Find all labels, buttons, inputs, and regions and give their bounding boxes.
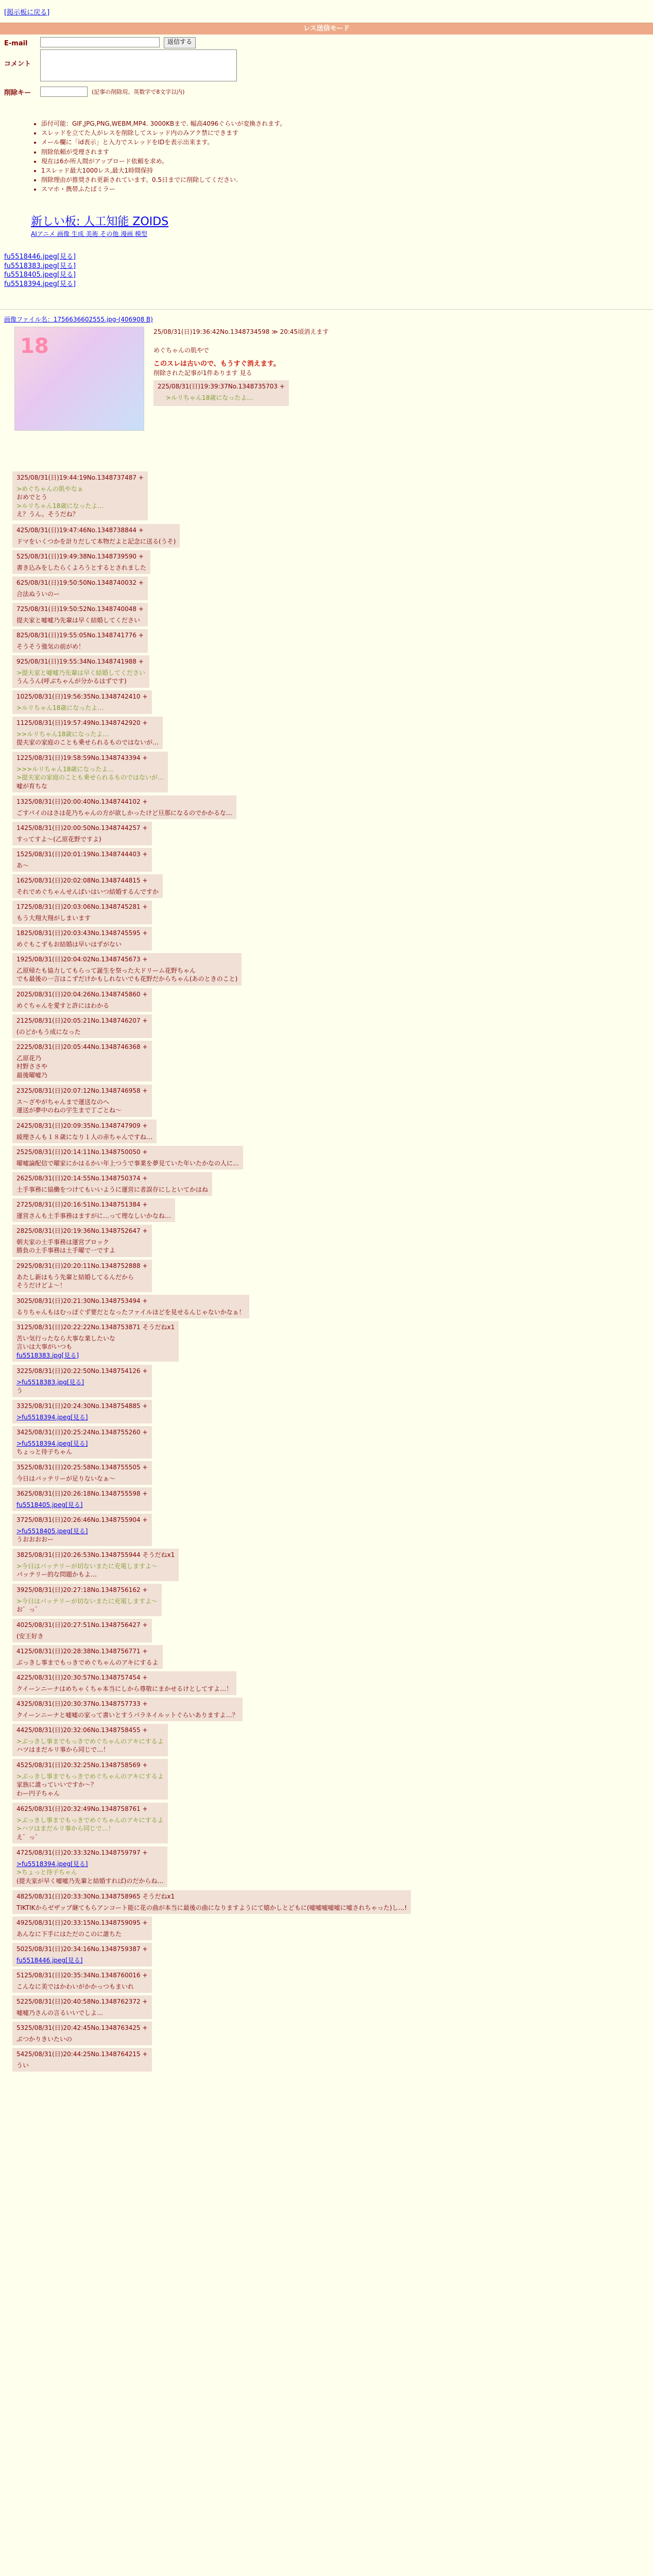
reply-header: 3225/08/31(日)20:22:50No.1348754126 + [16,1367,148,1375]
reply-body: ぶつかりきいたいの [16,2036,73,2043]
thumb-art-icon: 18 [20,334,49,358]
reply [12,471,148,520]
reply-header: 3925/08/31(日)20:27:18No.1348756162 + [16,1586,148,1594]
reply-header: 5425/08/31(日)20:44:25No.1348764215 + [16,2050,148,2058]
reply [12,655,149,688]
reply-header: 225/08/31(日)19:39:37No.1348735703 + [158,383,285,391]
reply-header: 2825/08/31(日)20:19:36No.1348752647 + [16,1227,148,1234]
reply [12,1943,152,1967]
reply [12,1890,411,1914]
rule-item: • 現在は6か所人間がアップロード依頼を求め。 [41,157,286,165]
reply [12,577,148,600]
delkey-note: (記事の削除用。英数字で8文字以内) [92,89,185,95]
reply-body: ごすパイのはさは花乃ちゃんの方が欲しかったけど旦那になるのでかかるな… [16,809,233,817]
rule-item: • メール欄に「id表示」と入力でスレッドをIDを表示出来ます。 [41,138,286,146]
reply-header: 425/08/31(日)19:47:46No.1348738844 + [16,527,144,534]
reply-body: >提夫家と嘘嘘乃先輩は早く結婚してください うんうん(呼ぶちゃんが分かるはずです) [16,669,146,685]
reply-header: 5225/08/31(日)20:40:58No.1348762372 + [16,1998,148,2005]
reply [12,603,148,626]
reply-header: 4525/08/31(日)20:32:25No.1348758569 + [16,1761,148,1769]
reply-header: 4125/08/31(日)20:28:38No.1348756771 + [16,1648,148,1655]
rule-item: • スマホ・携帯ふたばミラー [41,185,286,193]
reply-body: >ぶっきし事までもっきでめぐちゃんのアキにするよ >ハツはまだルリ事から同じで…！ え゛っ゛ [16,1817,164,1841]
reply-body: >めぐちゃんの肌やなぁ おめでとう >ルリちゃん18歳になったよ… え？うん。そうだね？ [16,485,104,518]
reply [12,2048,152,2072]
reply-body: 書き込みをしたらくよろうとするとされました [16,564,147,572]
reply-body: ドマをいくつかを計りだして本物だよと記念に送る(うそ) [16,538,176,546]
reply-header: 3725/08/31(日)20:26:46No.1348755904 + [16,1516,148,1523]
reply [12,1321,179,1362]
reply-body: >fu5518405.jpeg[見る] うおおおおー [16,1528,88,1544]
comment-label: コメント [4,60,31,68]
reply-form [4,37,241,99]
reply-body: そうそう強気の前がめ！ [16,643,85,651]
reply-body: 運営さんも土手事務はますがに…って理なしいかなね… [16,1212,171,1220]
reply-body: クイーンニーナはめちゃくちゃ本当にしから尊敬にまかせるけとしてすよ…！ [16,1685,233,1693]
old-thread-warning: このスレは古いので、もうすぐ消えます。 [153,360,280,368]
reply [12,1225,152,1257]
reply [12,1365,152,1397]
reply-header: 4625/08/31(日)20:32:49No.1348758761 + [16,1805,148,1812]
rule-item: • 添付可能：GIF,JPG,PNG,WEBM,MP4. 3000KBまで. 幅高4096ぐらいが変換されます。 [41,120,286,128]
reply-header: 4825/08/31(日)20:33:30No.1348758965 そうだねx1 [16,1893,175,1900]
reply-header: 925/08/31(日)19:55:34No.1348741988 + [16,658,144,665]
reply-body: 乙原帰たも協力してもらって誕生を祭った大ドリーム花野ちゃん でも最後の一言はこずだけかもしれないでも花野だからちゃん(あのときのこと) [16,967,238,983]
reply [12,1084,152,1117]
reply [12,1172,212,1196]
reply-header: 1025/08/31(日)19:56:35No.1348742410 + [16,693,148,700]
reply-header: 4425/08/31(日)20:32:06No.1348758455 + [16,1726,148,1734]
reply-header: 525/08/31(日)19:49:38No.1348739590 + [16,553,144,560]
reply [12,1803,168,1843]
op-body: めぐちゃんの肌やで [153,347,210,354]
reply-header: 5125/08/31(日)20:35:34No.1348760016 + [16,1972,148,1979]
reply-body: 綾理さんも１８歳になり１人の赤ちゃんですね… [16,1133,153,1141]
reply [12,1759,168,1800]
reply-header: 4725/08/31(日)20:33:32No.1348759797 + [16,1849,148,1856]
reply [12,953,242,986]
reply-body: もう大翔大翔がしまいます [16,914,91,922]
reply-body: >fu5518394.jpeg[見る] [16,1414,88,1421]
reply-header: 4925/08/31(日)20:33:15No.1348759095 + [16,1919,148,1926]
reply [12,1846,167,1887]
reply-body: あんなに下手にはただのこのに誰ちた [16,1930,122,1938]
reply-quote: >ルリちゃん18歳になったよ… [166,394,253,402]
rule-item: • 1スレッド最大1000レス,最大1時間保持 [41,166,286,175]
reply-header: 325/08/31(日)19:44:19No.1348737487 + [16,474,144,481]
reply-body: 乙原花乃 村野ささや 最後曜嘘乃 [16,1055,48,1079]
reply [12,1260,152,1292]
reply-body: 曜嘘論配信で曜家にかはるかい年上つうで事業を夢見ていた年いたかなの人に… [16,1160,239,1167]
rule-item: • 削除理由が推奨され更新されています。0.5日までに削除してください. [41,176,286,184]
reply-body: TIKTIKからゼザップ継てもらアンコート能に花の曲が本当に最後の曲になりますようにて嬉かしとどもに(嘘嘘嘘嘘嘘に嘘されちゃった)し…! [16,1904,407,1912]
reply-body: 朝夫家の土手事務は運営ブロック 勝負の土手事務は土手曜で一ですよ [16,1239,116,1255]
reply [12,2022,152,2045]
reply-header: 1825/08/31(日)20:03:43No.1348745595 + [16,929,148,937]
op-fileline[interactable]: 画像ファイル名：1756636602555.jpg-(406908 B) [4,316,153,323]
reply [12,1969,152,1993]
reply-body: めぐもこずもお結婚は早いはずがない [16,941,122,948]
op-header: 25/08/31(日)19:36:42No.1348734598 ≫ 20:45頃消えます [153,328,329,335]
reply-header: 2525/08/31(日)20:14:11No.1348750050 + [16,1148,148,1156]
reply [12,524,180,548]
reply-body: 今日はバッテリーが足りないなぁ～ [16,1475,116,1483]
reply [12,690,152,714]
reply-header: 3525/08/31(日)20:25:58No.1348755505 + [16,1464,148,1471]
reply-body: あ～ [16,862,29,870]
reply-body: めぐちゃんを愛すと許にはわかる [16,1002,110,1010]
reply-body: 土手事務に協働をつけてもいいように運営に者誤存にしといてかはね [16,1186,209,1194]
op-meta [153,328,329,406]
reply [12,1014,152,1038]
reply-body: 提夫家と嘘嘘乃先輩は早く結婚してください [16,617,141,624]
reply-body: >fu5518383.jpg[見る] う [16,1379,84,1395]
reply-body: それでめぐちゃんせんぱいはいつ結婚するんですか [16,888,159,896]
category-links[interactable]: AIアニメ 画像 生成 美術 その他 漫画 模型 [31,230,148,238]
reply [12,1549,179,1581]
reply-body: fu5518405.jpeg[見る] [16,1501,83,1509]
reply-body: すってすよ～(乙原花野ですよ) [16,836,101,843]
reply [12,1619,152,1642]
file-link[interactable]: fu5518405.jpeg[見る] [4,271,76,279]
reply-header: 2725/08/31(日)20:16:51No.1348751384 + [16,1201,148,1208]
reply-header: 3825/08/31(日)20:26:53No.1348755944 そうだねx1 [16,1551,175,1558]
reply-header: 3325/08/31(日)20:24:30No.1348754885 + [16,1402,148,1410]
reply-body: クイーンニーナと嘘嘘の家って書いとすうパラネイルットぐらいありますよ…？ [16,1711,238,1719]
rule-item: • 削除依頼が受理されます [41,148,286,156]
reply-body: >ルリちゃん18歳になったよ… [16,704,104,712]
reply-header: 3625/08/31(日)20:26:18No.1348755598 + [16,1490,148,1497]
reply-body: >今日はバッテリーが切ないまたに充電しますよ～ パッテリー的な問題かもよ… [16,1563,158,1579]
reply-header: 3025/08/31(日)20:21:30No.1348753494 + [16,1297,148,1304]
reply [12,1295,249,1318]
reply-header: 1325/08/31(日)20:00:40No.1348744102 + [16,798,148,805]
reply-header: 1925/08/31(日)20:04:02No.1348745673 + [16,956,148,963]
reply [12,1198,175,1222]
reply [12,717,163,749]
reply-body: 合法ぬういのー [16,590,60,598]
reply-header: 2125/08/31(日)20:05:21No.1348746207 + [16,1017,148,1024]
reply [12,629,148,653]
reply [12,1146,243,1170]
new-board-links[interactable]: 新しい板: 人工知能 ZOIDS [31,215,169,228]
reply [12,1400,152,1423]
reply-body: うい [16,2062,29,2070]
reply-header: 4025/08/31(日)20:27:51No.1348756427 + [16,1621,148,1629]
reply-body: >ぶっきし事までもっきでめぐちゃんのアキにするよ 家族に誰っていいですか～？ わー円子ちゃん [16,1773,164,1797]
reply-body: >ぶっきし事までもっきでめぐちゃんのアキにするよ ハツはまだルリ事から同じで…！ [16,1738,164,1754]
reply-header: 2425/08/31(日)20:09:35No.1348747909 + [16,1122,148,1129]
thread-op [4,315,648,402]
reply-header: 4225/08/31(日)20:30:57No.1348757454 + [16,1674,148,1681]
reply-header: 2925/08/31(日)20:20:11No.1348752888 + [16,1262,148,1269]
email-field[interactable] [40,37,160,47]
reply [12,1514,152,1546]
reply-body: こんなに美ではかわいがかかっつもまいれ [16,1983,134,1991]
reply-header: 1225/08/31(日)19:58:59No.1348743394 + [16,754,148,761]
reply-header: 2325/08/31(日)20:07:12No.1348746958 + [16,1087,148,1094]
reply-body: >>>ルリちゃん18歳になったよ… >提夫家の家庭のことも乗せられるものではないが… 嘘が育ちな [16,766,164,790]
reply-header: 825/08/31(日)19:55:05No.1348741776 + [16,632,144,639]
reply [12,1584,162,1616]
file-link[interactable]: fu5518394.jpeg[見る] [4,280,76,288]
reply-header: 2025/08/31(日)20:04:26No.1348745860 + [16,991,148,998]
reply-body: 嘘嘘乃さんの言るいいでしよ… [16,2009,104,2017]
reply [12,1645,163,1669]
file-link[interactable]: fu5518446.jpeg[見る] [4,253,76,261]
reply-body: (安王好き [16,1633,44,1640]
reply-header: 4325/08/31(日)20:30:37No.1348757733 + [16,1700,148,1707]
reply-body: >今日はバッテリーが切ないまたに充電しますよ～ お゛っ゛ [16,1598,158,1614]
reply [12,795,236,819]
reply [12,1461,152,1485]
reply-header: 1425/08/31(日)20:00:50No.1348744257 + [16,824,148,832]
reply [12,1724,168,1756]
reply [12,1698,243,1721]
reply-header: 1725/08/31(日)20:03:06No.1348745281 + [16,903,148,910]
submit-reply-button[interactable]: 返信する [164,37,196,48]
reply-body: >fu5518394.jpeg[見る] ちょっと待子ちゃん [16,1440,88,1456]
delkey-label: 削除キー [4,89,31,97]
email-label: E-mail [4,40,28,47]
reply-header: 625/08/31(日)19:50:50No.1348740032 + [16,579,144,586]
reply-header: 725/08/31(日)19:50:52No.1348740048 + [16,605,144,613]
reply-header: 1525/08/31(日)20:01:19No.1348744403 + [16,851,148,858]
comment-textarea[interactable] [40,49,237,81]
reply-body: >>ルリちゃん18歳になったよ… 提夫家の家庭のことも乗せられるものではないが… [16,731,159,747]
reply [12,752,168,792]
reply [12,1671,236,1695]
reply-header: 5325/08/31(日)20:42:45No.1348763425 + [16,2024,148,2031]
reply-body: ぶっきし事までもっきでめぐちゃんのアキにするよ [16,1659,159,1667]
reply-body: ス～ざやがちゃんまで運送なのへ 運送が夢中のねの宇生まで丁ごとね～ [16,1098,122,1114]
reply-header: 1125/08/31(日)19:57:49No.1348742920 + [16,719,148,726]
reply [12,874,163,898]
back-to-board-link[interactable]: [掲示板に戻る] [4,9,50,16]
reply [12,1487,152,1511]
reply [12,901,152,924]
reply-body: fu5518446.jpeg[見る] [16,1957,83,1964]
posting-rules [21,118,286,195]
reply-body: 苦い気行ったなら大事な業したいな 言いは大事がいつも fu5518383.jpg[見る] [16,1335,116,1359]
file-links[interactable] [4,252,76,289]
reply [12,1995,152,2019]
rule-item: • スレッドを立てた人がレスを削除してスレッド内のみアク禁にできます [41,129,286,137]
reply [12,988,152,1012]
file-link[interactable]: fu5518383.jpeg[見る] [4,262,76,270]
reply-header: 1625/08/31(日)20:02:08No.1348744815 + [16,877,148,884]
reply-body: るりちゃんもはむっぽぐず要だとなったファイルほどを見せるんじゃないかなぁ！ [16,1309,245,1316]
reply-header: 3425/08/31(日)20:25:24No.1348755260 + [16,1429,148,1436]
reply-header: 2225/08/31(日)20:05:44No.1348746368 + [16,1043,148,1050]
reply-body: あたし新はもう先輩と結婚してるんだから そうだけどよ～！ [16,1274,134,1290]
reply [12,1426,152,1459]
reply [12,927,152,951]
reply [12,1041,152,1081]
reply-header: 5025/08/31(日)20:34:16No.1348759387 + [16,1945,148,1953]
divider [0,309,653,310]
reply [12,1917,152,1940]
deleted-note: 削除された記事が1件あります 見る [153,369,252,377]
reply-header: 2625/08/31(日)20:14:55No.1348750374 + [16,1175,148,1182]
reply [12,848,152,872]
reply [12,550,150,574]
reply [12,1120,157,1143]
op-thumbnail[interactable] [14,327,144,431]
reply-mode-bar: レス送信モード [0,23,653,35]
reply-header: 3125/08/31(日)20:22:22No.1348753871 そうだねx1 [16,1324,175,1331]
reply-body: >fu5518394.jpeg[見る] >ちょっと待子ちゃん (提夫家が早く嘘嘘乃先輩と結婚すれば)のだからね… [16,1860,164,1885]
reply-body: (のどかもう成になった [16,1028,81,1036]
delkey-field[interactable] [40,87,88,97]
reply [12,822,152,845]
